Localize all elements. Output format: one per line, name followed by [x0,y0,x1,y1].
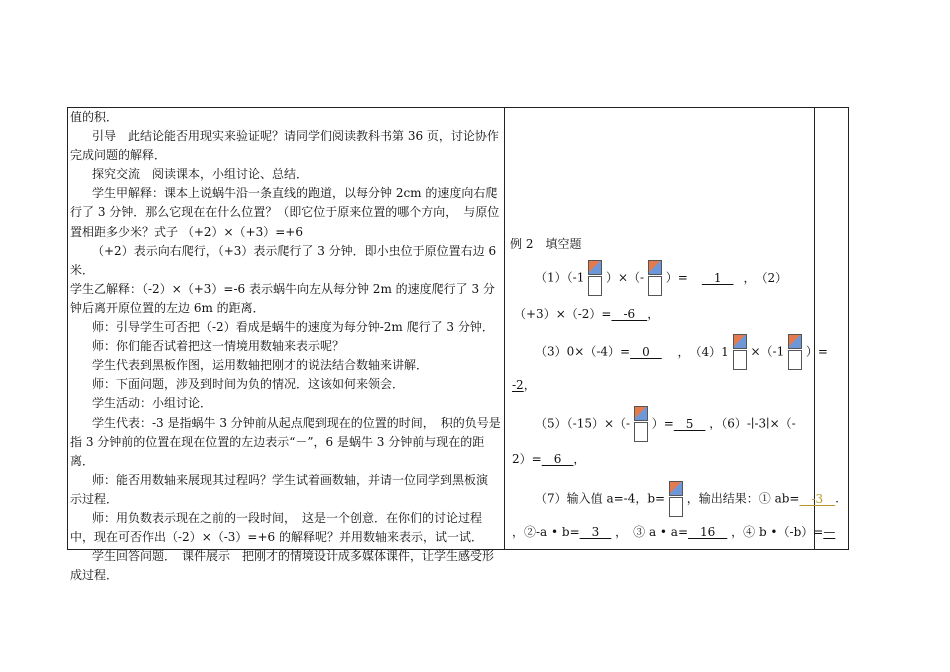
fraction-image [648,260,662,296]
lesson-process-text [70,108,505,585]
question-7: （7）输入值 a=-4，b= ，输出结果：① ab= -3 . [535,481,839,517]
paragraph-line: 成过程． [70,568,119,583]
fraction-image [634,406,648,442]
lesson-table [67,107,849,583]
paragraph-line: 学生代表：-3 是指蜗牛 3 分钟前从起点爬到现在的位置的时间， 积的负号是 [92,415,501,430]
paragraph-line: 完成问题的解释． [70,148,167,163]
answer-1: 1 [701,270,734,285]
answer-2: -6 [611,307,648,321]
paragraph-line: 置相距多少米？式子 （+2）×（+3）=+6 [70,224,303,239]
paragraph-line: 探究交流 阅读课本，小组讨论、总结． [92,167,309,182]
paragraph-line: 中，现在可否作出（-2）×（-3）=+6 的解释呢？并用数轴来表示，试一试． [70,530,483,545]
answer-6: 6 [541,452,574,466]
question-8-10: ，②-a • b= 3 ， ③ a • a= 16 ，④ b •（-b）=— [512,525,836,539]
paragraph-line: （+2）表示向右爬行，（+3）表示爬行了 3 分钟．即小虫位于原位置右边 6 [92,243,497,258]
answer-6-line: 2）= 6 ， [512,452,586,466]
paragraph-line: 学生甲解释：课本上说蜗牛沿一条直线的跑道，以每分钟 2cm 的速度向右爬 [92,186,498,201]
answer-3: 0 [630,344,662,359]
answer-4-line: -2， [512,378,536,392]
question-3-4: （3）0×（-4）= 0 ， （4）1 ×（-1 ）= [535,334,828,370]
paragraph-line: 米． [70,262,95,277]
answer-4: -2 [512,378,524,392]
paragraph-line: 行了 3 分钟．那么它现在在什么位置？（即它位于原来位置的哪个方向， 与原位 [70,205,500,220]
answer-7: -3 [799,491,836,506]
paragraph-line: 钟后离开原位置的左边 6m 的距离． [70,300,265,315]
question-5-6: （5）（-15）×（- ）= 5 ，（6）-∣-3∣×（- [535,406,796,442]
example-title: 例 2 填空题 [510,237,582,251]
fraction-image [588,260,602,296]
fraction-image [733,334,747,370]
paragraph-line: 师：下面问题，涉及到时间为负的情况．这该如何来领会． [92,377,405,392]
fraction-image [669,481,683,517]
paragraph-line: 师：用负数表示现在之前的一段时间， 这是一个创意．在你们的讨论过程 [92,510,483,525]
paragraph-line: 指 3 分钟前的位置在现在位置的左边表示“－”，6 是蜗牛 3 分钟前与现在的距 [70,434,485,449]
answer-5: 5 [673,416,706,431]
fraction-image [788,334,802,370]
paragraph-line: 引导 此结论能否用现实来验证呢？请同学们阅读教科书第 36 页，讨论协作 [92,129,499,144]
answer-8: 3 [579,525,612,539]
paragraph-line: 师：能否用数轴来展现其过程吗？学生试着画数轴，并请一位同学到黑板演 [92,472,489,487]
paragraph-line: 学生代表到黑板作图，运用数轴把刚才的说法结合数轴来讲解． [92,358,429,373]
paragraph-line: 学生乙解释：（-2）×（+3）=-6 表示蜗牛向左从每分钟 2m 的速度爬行了 3 分 [70,281,495,296]
paragraph-line: 师：你们能否试着把这一情境用数轴来表示呢？ [92,339,345,354]
paragraph-line: 师：引导学生可否把（-2）看成是蜗牛的速度为每分钟-2m 爬行了 3 分钟． [92,320,494,335]
paragraph-line: 学生活动：小组讨论． [92,396,213,411]
paragraph-line: 示过程． [70,491,119,506]
answer-9: 16 [688,525,728,539]
answer-10: — [823,525,836,539]
paragraph-line: 离． [70,453,95,468]
paragraph-line: 学生回答问题． 课件展示 把刚才的情境设计成多媒体课件，让学生感受形 [92,549,495,564]
question-1: （1）（-1 ）×（- ）= 1 ， （2） [535,260,787,296]
paragraph-line: 值的积． [70,110,119,124]
question-2: （+3）×（-2）= -6 ， [514,307,660,321]
